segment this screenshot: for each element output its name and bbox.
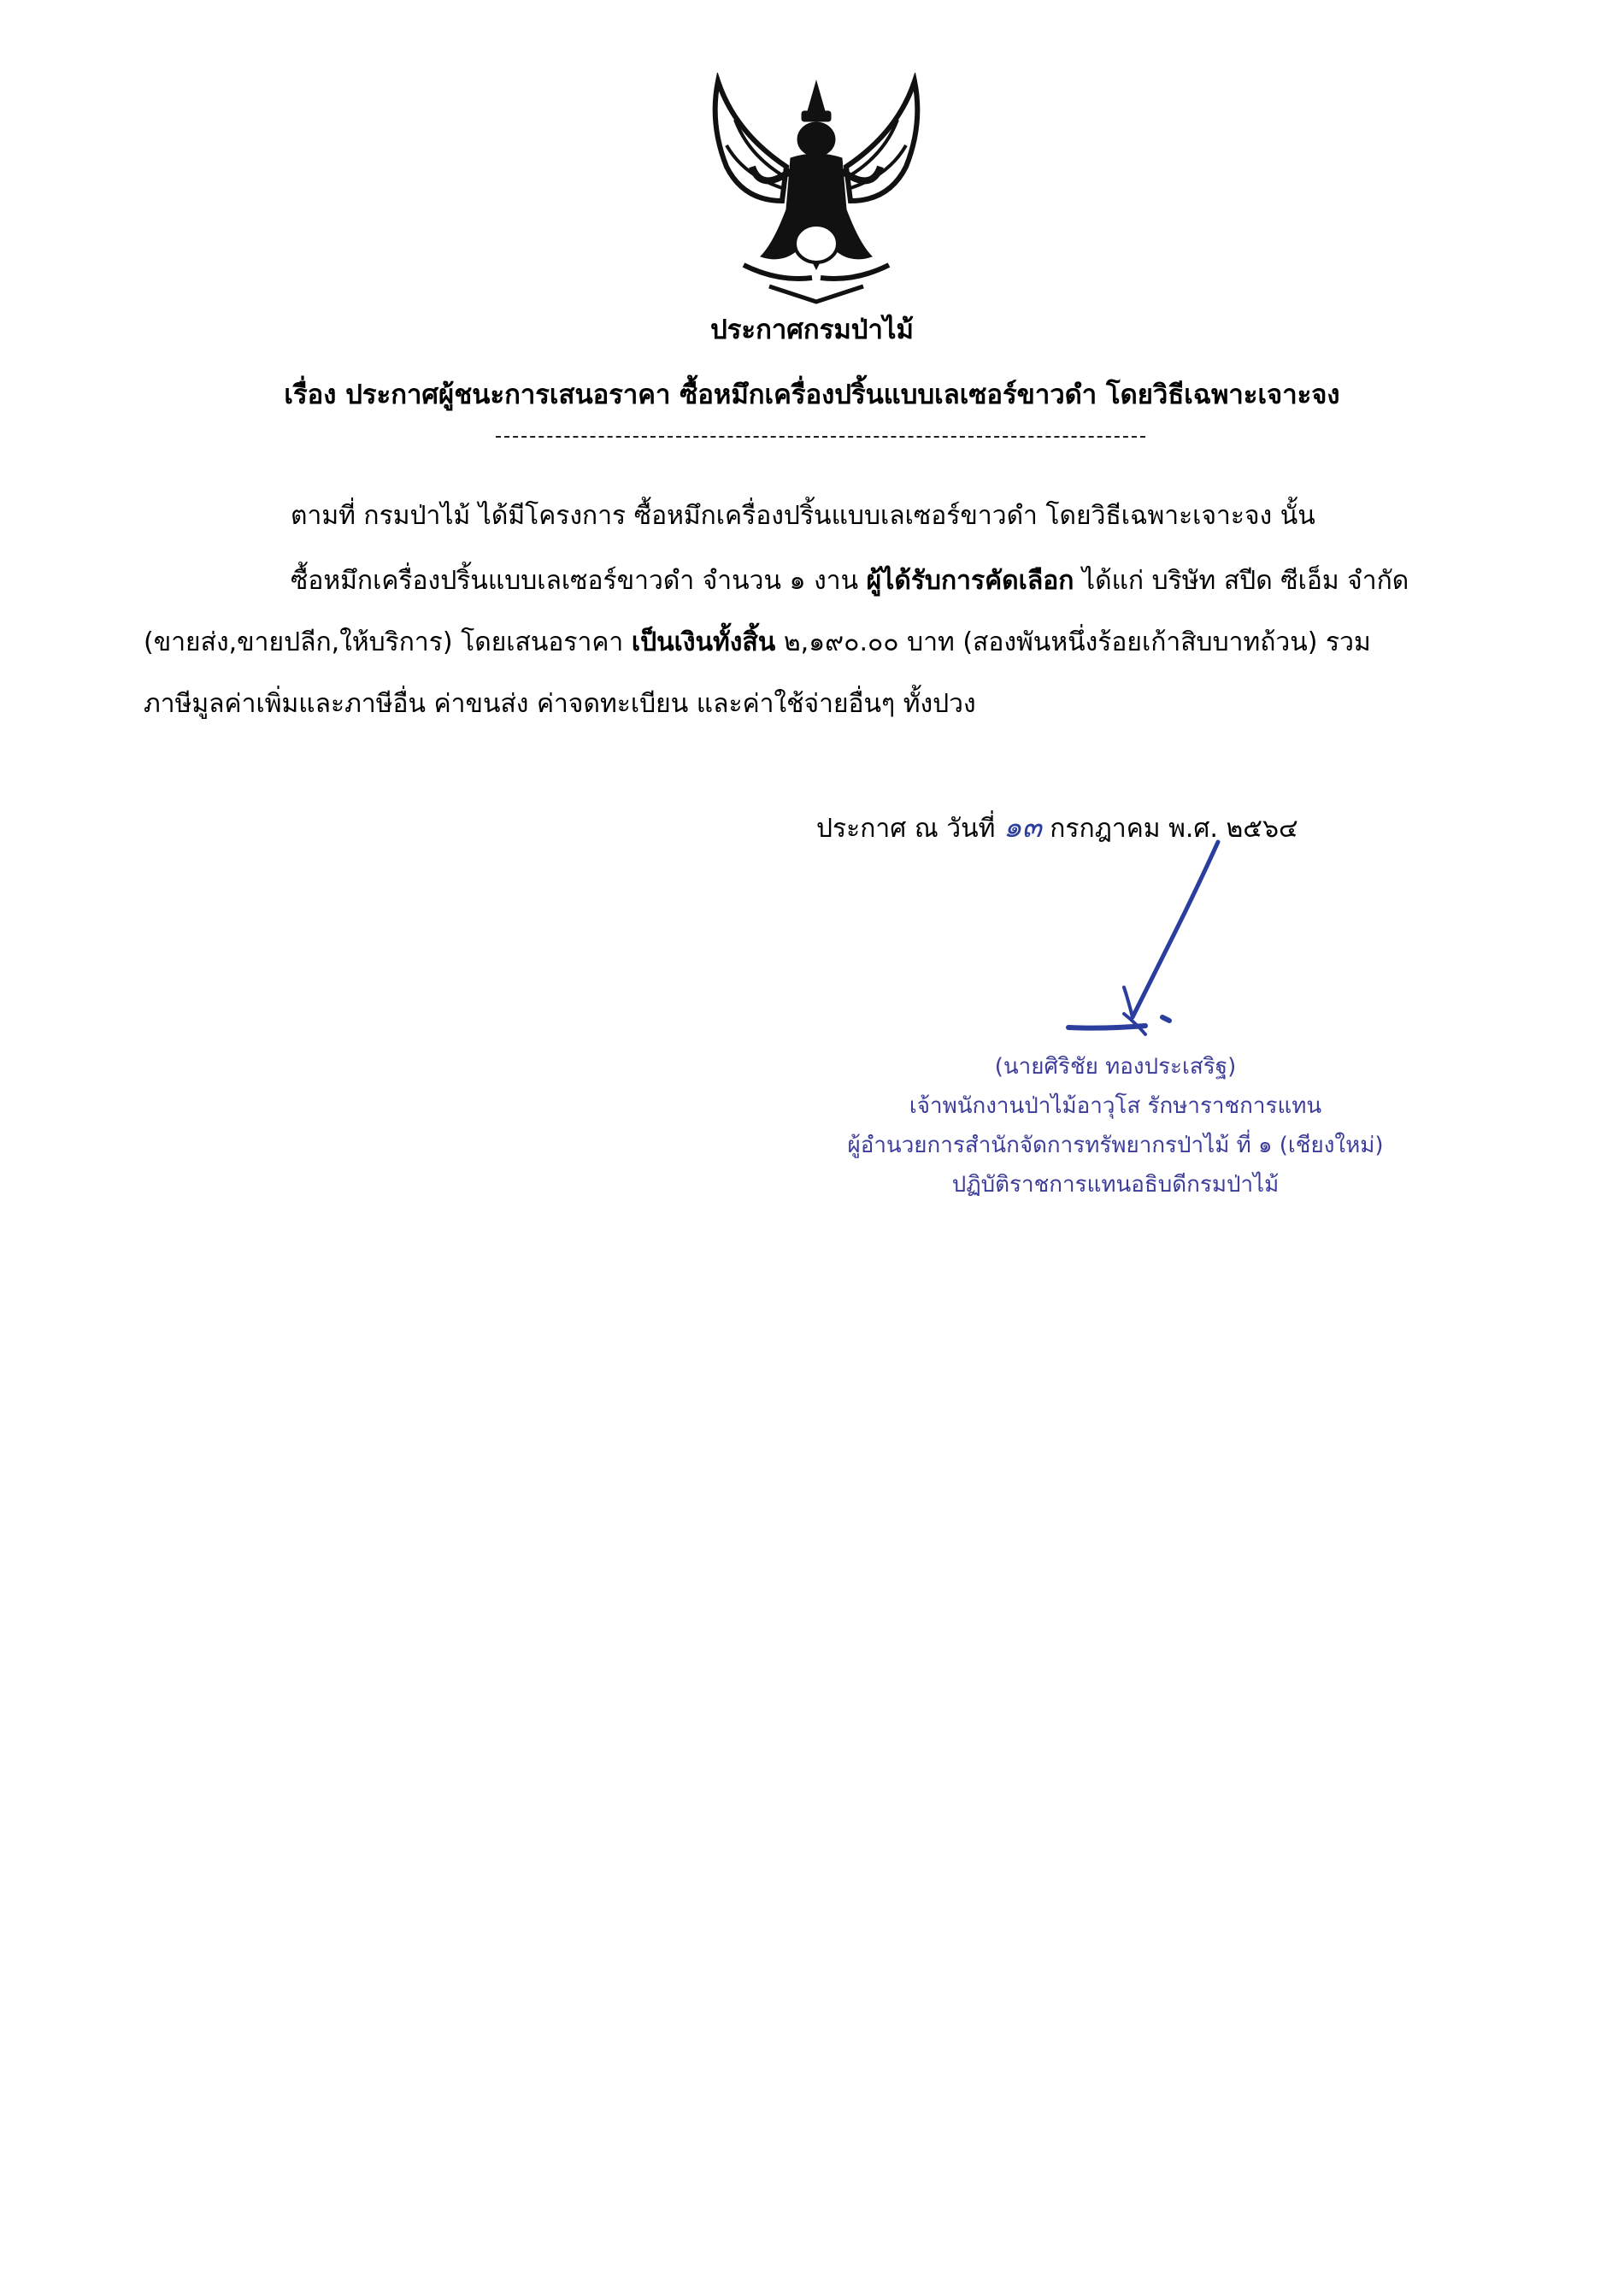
signatory-position-3: ปฏิบัติราชการแทนอธิบดีกรมป่าไม้ <box>951 1172 1280 1198</box>
body-line-2-part-c: ได้แก่ บริษัท สปีด ซีเอ็ม จำกัด <box>1074 566 1409 596</box>
body-line-3-part-b: เป็นเงินทั้งสิ้น <box>631 627 776 657</box>
signatory-position-1: เจ้าพนักงานป่าไม้อาวุโส รักษาราชการแทน <box>909 1093 1322 1119</box>
body-line-2-part-a: ซื้อหมึกเครื่องปริ้นแบบเลเซอร์ขาวดำ จำนวน ๑ งาน <box>291 566 867 596</box>
announcement-prefix: ประกาศ ณ วันที่ <box>816 814 1003 844</box>
body-line-3-part-a: (ขายส่ง,ขายปลีก,ให้บริการ) โดยเสนอราคา <box>144 627 632 657</box>
body-line-3-part-c: ๒,๑๙๐.๐๐ บาท (สองพันหนึ่งร้อยเก้าสิบบาทถ้วน) รวม <box>775 627 1371 657</box>
signatory-position-2: ผู้อำนวยการสำนักจัดการทรัพยากรป่าไม้ ที่ ๑ (เชียงใหม่) <box>847 1133 1384 1158</box>
announcement-month-year: กรกฎาคม พ.ศ. ๒๕๖๔ <box>1041 814 1298 844</box>
garuda-emblem-icon <box>701 73 932 308</box>
signatory-name: (นายศิริชัย ทองประเสริฐ) <box>994 1054 1237 1080</box>
document-subject: เรื่อง ประกาศผู้ชนะการเสนอราคา ซื้อหมึกเครื่องปริ้นแบบเลเซอร์ขาวดำ โดยวิธีเฉพาะเจาะจง <box>284 380 1340 410</box>
body-line-2 <box>291 561 1409 601</box>
body-line-1 <box>291 496 1315 536</box>
signatory-block <box>838 1047 1393 1204</box>
body-line-1-text: ตามที่ กรมป่าไม้ ได้มีโครงการ ซื้อหมึกเครื่องปริ้นแบบเลเซอร์ขาวดำ โดยวิธีเฉพาะเจาะจง นั้น <box>291 501 1315 531</box>
body-line-3 <box>144 622 1371 662</box>
agency-title: ประกาศกรมป่าไม้ <box>710 315 914 345</box>
body-line-2-part-b: ผู้ได้รับการคัดเลือก <box>866 566 1074 596</box>
handwritten-signature-icon <box>1051 838 1256 1043</box>
divider-rule <box>496 436 1145 438</box>
body-line-4: ภาษีมูลค่าเพิ่มและภาษีอื่น ค่าขนส่ง ค่าจดทะเบียน และค่าใช้จ่ายอื่นๆ ทั้งปวง <box>144 689 976 719</box>
announcement-day: ๑๓ <box>1003 810 1042 845</box>
